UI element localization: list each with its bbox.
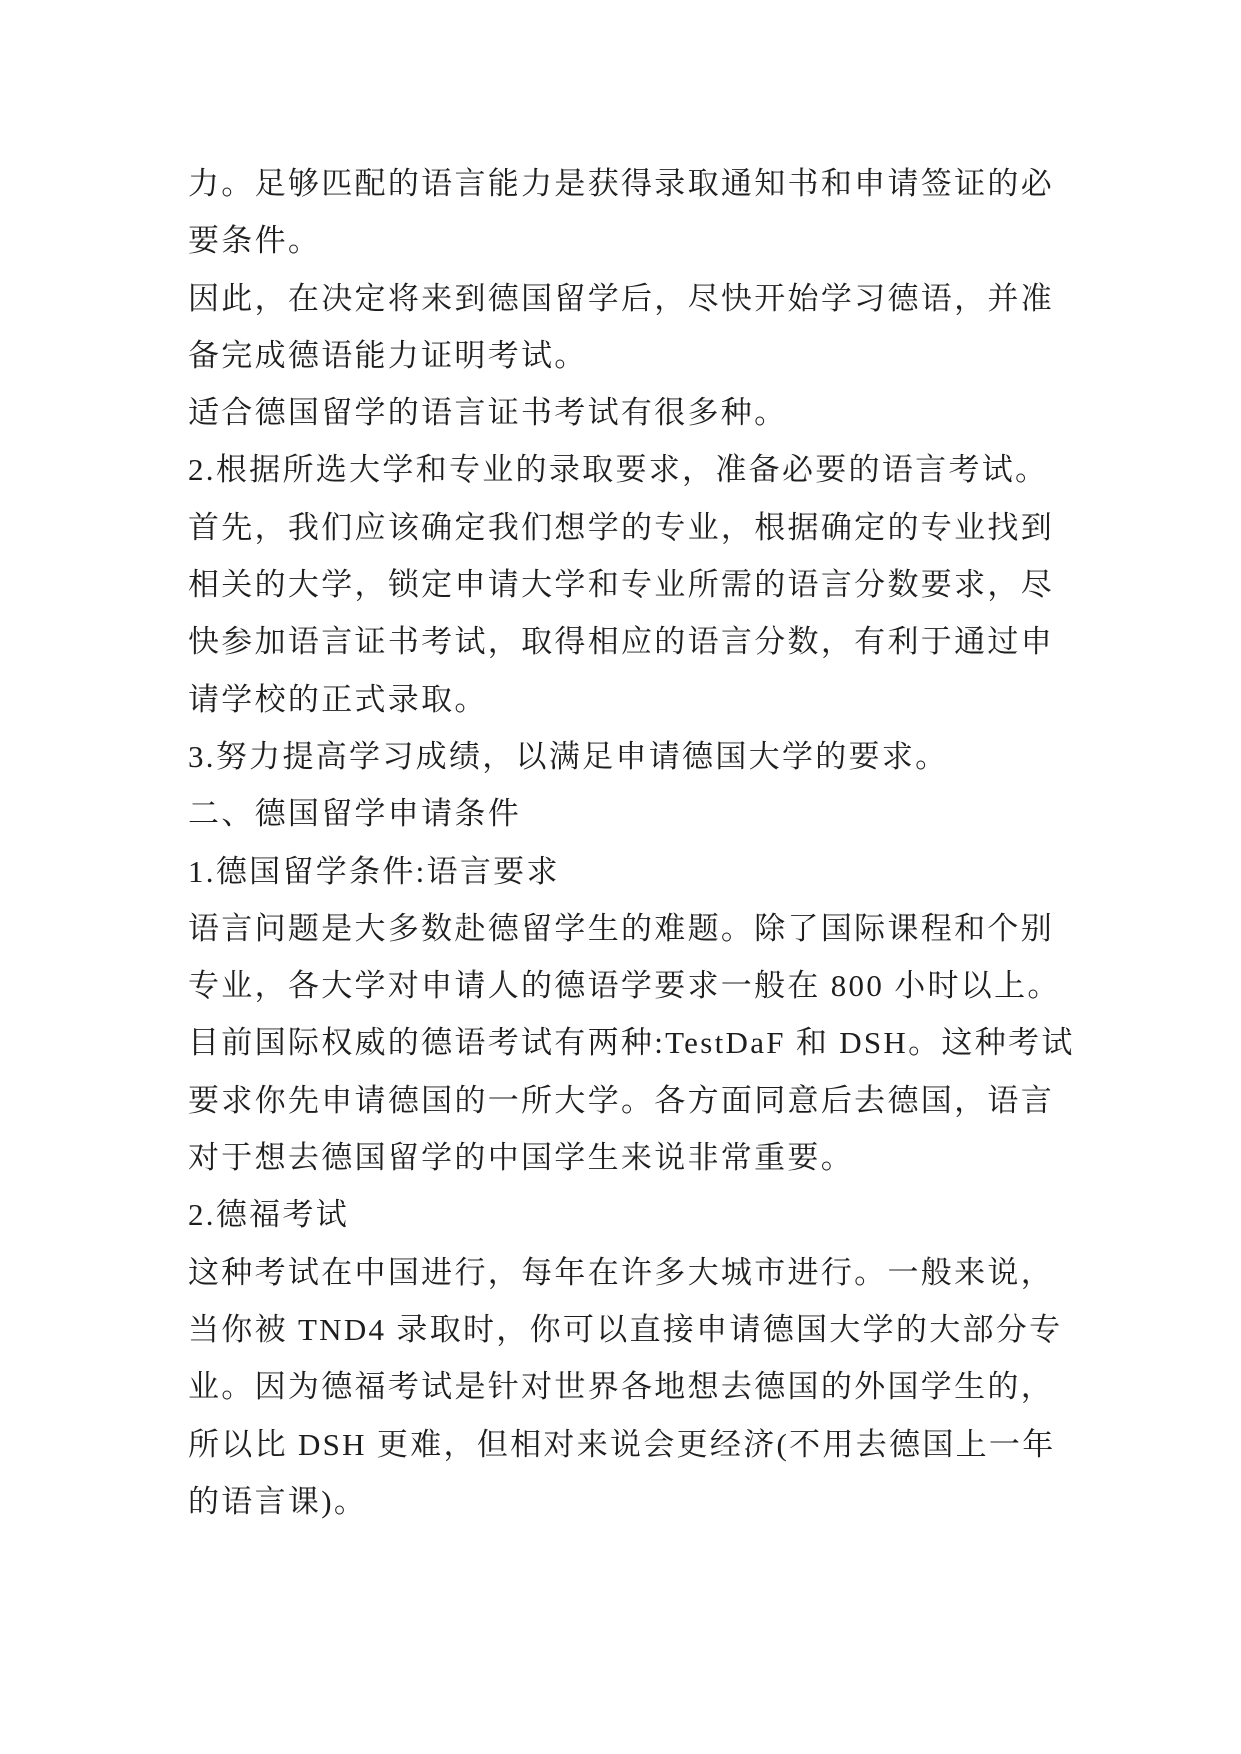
text-line: 首先，我们应该确定我们想学的专业，根据确定的专业找到 xyxy=(188,509,1054,545)
text-line: 专业，各大学对申请人的德语学要求一般在 800 小时以上。 xyxy=(188,968,1061,1004)
text-line: 力。足够匹配的语言能力是获得录取通知书和申请签证的必 xyxy=(188,166,1054,201)
text-line: 目前国际权威的德语考试有两种:TestDaF 和 DSH。这种考试 xyxy=(188,1025,1075,1061)
text-line: 备完成德语能力证明考试。 xyxy=(188,337,588,373)
numbered-item xyxy=(188,441,1054,498)
text-line: 2.根据所选大学和专业的录取要求，准备必要的语言考试。 xyxy=(188,452,1049,488)
text-line: 的语言课)。 xyxy=(188,1483,368,1519)
paragraph xyxy=(188,270,1054,385)
text-line: 要条件。 xyxy=(188,223,322,259)
text-line: 3.努力提高学习成绩，以满足申请德国大学的要求。 xyxy=(188,738,949,774)
text-line: 业。因为德福考试是针对世界各地想去德国的外国学生的， xyxy=(188,1369,1054,1405)
numbered-item xyxy=(188,728,1054,785)
text-line: 所以比 DSH 更难，但相对来说会更经济(不用去德国上一年 xyxy=(188,1426,1056,1462)
paragraph xyxy=(188,900,1075,1186)
section-heading xyxy=(188,785,1054,842)
text-line: 这种考试在中国进行，每年在许多大城市进行。一般来说， xyxy=(188,1254,1054,1290)
paragraph xyxy=(188,499,1054,728)
text-line: 当你被 TND4 录取时，你可以直接申请德国大学的大部分专 xyxy=(188,1311,1063,1347)
text-line: 请学校的正式录取。 xyxy=(188,681,488,717)
text-line: 适合德国留学的语言证书考试有很多种。 xyxy=(188,395,788,431)
text-line: 语言问题是大多数赴德留学生的难题。除了国际课程和个别 xyxy=(188,910,1054,946)
text-line: 相关的大学，锁定申请大学和专业所需的语言分数要求，尽 xyxy=(188,567,1054,603)
paragraph xyxy=(188,1244,1063,1530)
document-body xyxy=(188,155,1075,1530)
paragraph xyxy=(188,384,1054,441)
text-line: 1.德国留学条件:语言要求 xyxy=(188,853,560,889)
text-line: 因此，在决定将来到德国留学后，尽快开始学习德语，并准 xyxy=(188,280,1054,316)
text-line: 二、德国留学申请条件 xyxy=(188,796,521,832)
text-line: 快参加语言证书考试，取得相应的语言分数，有利于通过申 xyxy=(188,624,1054,660)
text-line: 对于想去德国留学的中国学生来说非常重要。 xyxy=(188,1140,854,1176)
subsection-heading xyxy=(188,1186,1054,1243)
paragraph xyxy=(188,155,1054,270)
text-line: 要求你先申请德国的一所大学。各方面同意后去德国，语言 xyxy=(188,1082,1054,1118)
subsection-heading xyxy=(188,843,1054,900)
text-line: 2.德福考试 xyxy=(188,1197,350,1233)
